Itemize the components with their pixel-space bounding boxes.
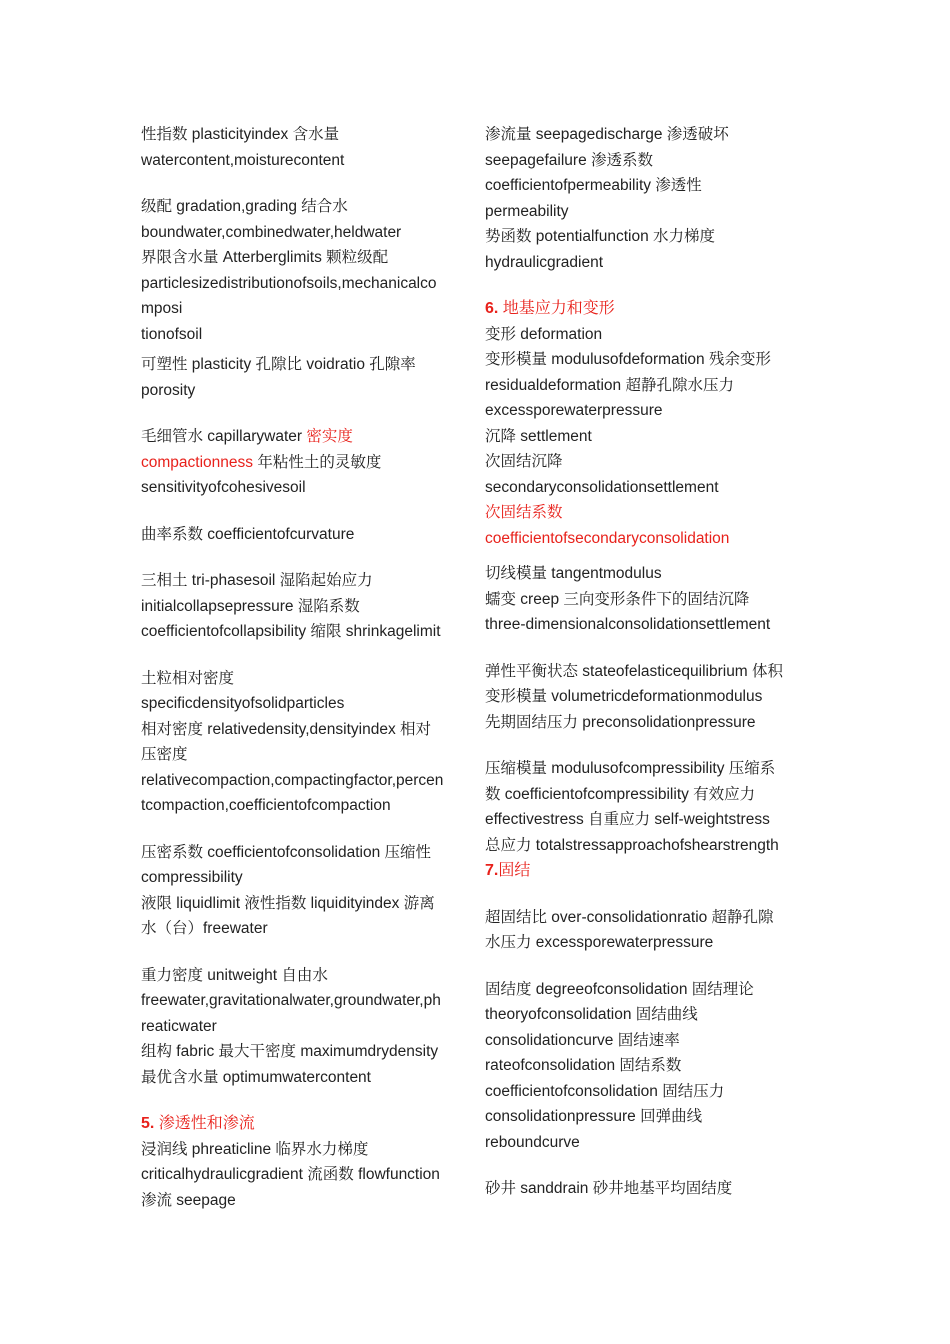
- text-line: 压密系数 coefficientofconsolidation 压缩性: [141, 843, 432, 861]
- text-line: 组构 fabric 最大干密度 maximumdrydensity: [141, 1043, 439, 1060]
- paragraph: [141, 963, 459, 1091]
- text-line: 重力密度 unitweight 自由水: [141, 966, 328, 984]
- section-heading-7: [485, 858, 807, 884]
- paragraph: [141, 424, 459, 501]
- text-line: 数 coefficientofcompressibility 有效应力: [485, 785, 756, 803]
- text-line: 浸润线 phreaticline 临界水力梯度: [141, 1140, 369, 1158]
- text-line: 超固结比 over-consolidationratio 超静孔隙: [485, 908, 774, 926]
- paragraph: [141, 666, 459, 819]
- text-line: particlesizedistributionofsoils,mechanicalco: [141, 274, 437, 292]
- text-line: reaticwater: [141, 1017, 217, 1035]
- text-line: mposi: [141, 300, 183, 317]
- text-line: 先期固结压力 preconsolidationpressure: [485, 713, 756, 731]
- text-line: freewater,gravitationalwater,groundwater,ph: [141, 992, 441, 1009]
- text-line: compressibility: [141, 869, 243, 886]
- text-line: [141, 424, 459, 450]
- text-line: relativecompaction,compactingfactor,percen: [141, 771, 444, 789]
- text-line: watercontent,moisturecontent: [141, 151, 345, 169]
- text-line: 势函数 potentialfunction 水力梯度: [485, 228, 716, 245]
- text-line: permeability: [485, 202, 569, 220]
- text-line: 曲率系数 coefficientofcurvature: [141, 525, 355, 543]
- text-line: theoryofconsolidation 固结曲线: [485, 1006, 698, 1023]
- paragraph: [141, 522, 459, 548]
- text-line: boundwater,combinedwater,heldwater: [141, 223, 402, 241]
- paragraph: [485, 322, 807, 552]
- paragraph: [485, 561, 807, 638]
- section-heading-5: [141, 1111, 459, 1137]
- text-line: 切线模量 tangentmodulus: [485, 565, 662, 582]
- text-line: 土粒相对密度: [141, 669, 235, 687]
- text-line: 界限含水量 Atterberglimits 颗粒级配: [141, 249, 389, 266]
- text-line: tionofsoil: [141, 325, 203, 343]
- section-title: 地基应力和变形: [502, 300, 615, 317]
- text-line: seepagefailure 渗透系数: [485, 151, 653, 169]
- section-title: 固结: [498, 862, 531, 879]
- text-line: hydraulicgradient: [485, 253, 604, 271]
- text-line: initialcollapsepressure 湿陷系数: [141, 597, 360, 615]
- text-line: 压密度: [141, 746, 188, 763]
- paragraph: [141, 352, 459, 403]
- text-line: 渗流 seepage: [141, 1191, 236, 1209]
- text-span: 年粘性土的灵敏度: [253, 453, 382, 471]
- text-line: 压缩模量 modulusofcompressibility 压缩系: [485, 760, 776, 777]
- text-line: 级配 gradation,grading 结合水: [141, 198, 348, 215]
- text-line: 变形模量 modulusofdeformation 残余变形: [485, 351, 771, 368]
- highlight-term: 密实度: [306, 428, 353, 445]
- text-line: criticalhydraulicgradient 流函数 flowfunction: [141, 1166, 440, 1183]
- paragraph: [141, 568, 459, 645]
- text-line: excessporewaterpressure: [485, 402, 663, 419]
- text-line: 变形 deformation: [485, 325, 603, 343]
- text-line: residualdeformation 超静孔隙水压力: [485, 376, 734, 394]
- text-line: reboundcurve: [485, 1133, 580, 1151]
- text-line: effectivestress 自重应力 self-weightstress: [485, 811, 770, 828]
- text-line: 最优含水量 optimumwatercontent: [141, 1068, 371, 1086]
- text-line: 液限 liquidlimit 液性指数 liquidityindex 游离: [141, 894, 435, 912]
- text-line: 总应力 totalstressapproachofshearstrength: [485, 836, 779, 854]
- section-heading-6: [485, 296, 807, 322]
- section-number: 7.: [485, 862, 499, 879]
- text-line: 渗流量 seepagedischarge 渗透破坏: [485, 126, 729, 143]
- text-line: 砂井 sanddrain 砂井地基平均固结度: [485, 1180, 733, 1197]
- text-line: 相对密度 relativedensity,densityindex 相对: [141, 720, 432, 738]
- text-line: consolidationcurve 固结速率: [485, 1031, 680, 1049]
- highlight-term: compactionness: [141, 453, 254, 471]
- section-number: 5.: [141, 1115, 155, 1132]
- text-line: coefficientofconsolidation 固结压力: [485, 1082, 725, 1100]
- text-line: coefficientofpermeability 渗透性: [485, 177, 702, 194]
- text-line: consolidationpressure 回弹曲线: [485, 1108, 703, 1125]
- text-line: 沉降 settlement: [485, 427, 592, 445]
- text-line: tcompaction,coefficientofcompaction: [141, 797, 391, 814]
- text-line: 水压力 excessporewaterpressure: [485, 934, 714, 951]
- text-line: 性指数 plasticityindex 含水量: [141, 126, 340, 143]
- paragraph: [485, 1176, 807, 1202]
- highlight-term: 次固结系数: [485, 504, 563, 521]
- paragraph: [485, 122, 807, 275]
- paragraph: [485, 905, 807, 956]
- text-line: 可塑性 plasticity 孔隙比 voidratio 孔隙率: [141, 356, 416, 373]
- text-line: three-dimensionalconsolidationsettlement: [485, 616, 771, 633]
- paragraph: [141, 1137, 459, 1214]
- text-line: rateofconsolidation 固结系数: [485, 1057, 682, 1074]
- paragraph: [141, 194, 459, 347]
- text-line: 蠕变 creep 三向变形条件下的固结沉降: [485, 590, 750, 608]
- paragraph: [485, 977, 807, 1156]
- text-line: coefficientofcollapsibility 缩限 shrinkagelimit: [141, 623, 441, 640]
- left-column: [141, 122, 459, 1213]
- paragraph: [485, 756, 807, 858]
- text-line: 水（台）freewater: [141, 920, 268, 937]
- text-line: [141, 450, 459, 476]
- text-line: 三相土 tri-phasesoil 湿陷起始应力: [141, 572, 373, 589]
- highlight-term: coefficientofsecondaryconsolidation: [485, 529, 730, 547]
- section-title: 渗透性和渗流: [158, 1115, 255, 1132]
- paragraph: [141, 840, 459, 942]
- text-line: 次固结沉降: [485, 453, 563, 470]
- text-line: porosity: [141, 381, 196, 399]
- paragraph: [141, 122, 459, 173]
- text-line: 变形模量 volumetricdeformationmodulus: [485, 688, 763, 705]
- text-line: sensitivityofcohesivesoil: [141, 479, 306, 496]
- right-column: [485, 122, 807, 1202]
- text-line: 固结度 degreeofconsolidation 固结理论: [485, 980, 754, 998]
- text-line: specificdensityofsolidparticles: [141, 695, 345, 712]
- paragraph: [485, 659, 807, 736]
- section-number: 6.: [485, 300, 499, 317]
- text-span: 毛细管水 capillarywater: [141, 428, 307, 445]
- text-line: secondaryconsolidationsettlement: [485, 478, 719, 496]
- text-line: 弹性平衡状态 stateofelasticequilibrium 体积: [485, 662, 784, 680]
